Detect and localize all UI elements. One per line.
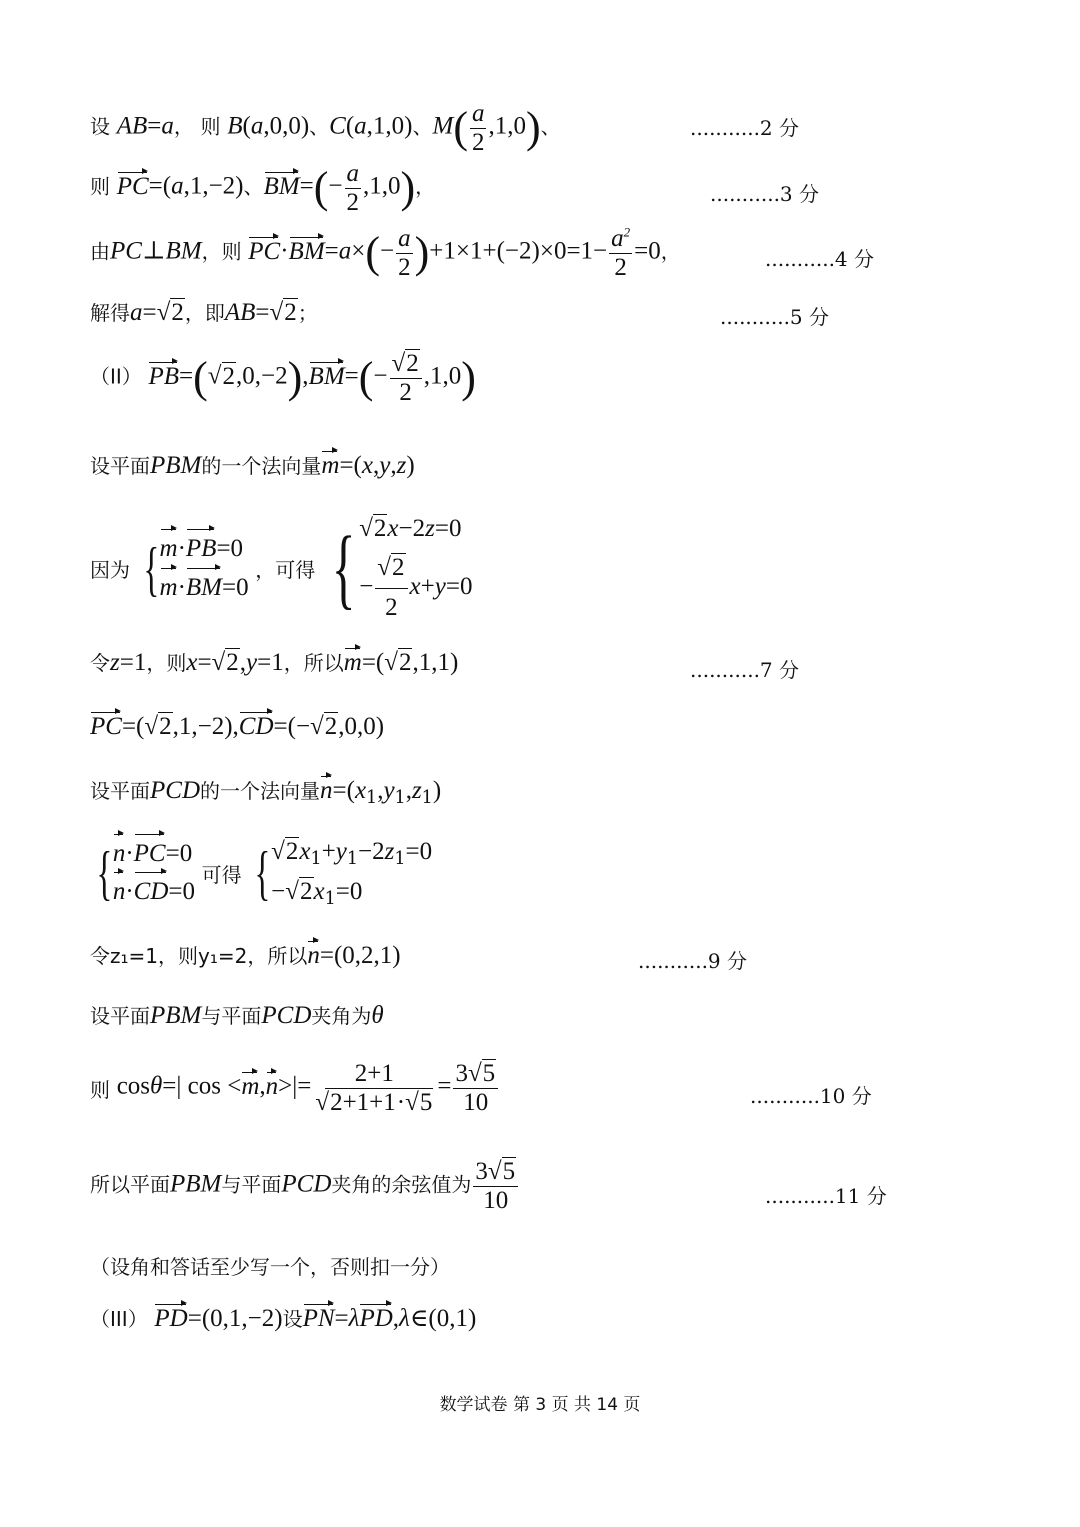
line-angle-def: 设平面PBM与平面PCD夹角为θ (90, 1002, 384, 1029)
score-2: ...........2 分 (690, 116, 800, 140)
line-setup-coordinates: 设 AB=a， 则 B(a,0,0)、C(a,1,0)、M( $\frac{a}{2}$ ,1,0)、 (90, 100, 561, 156)
line-part3: （III） PD=(0,1,−2)设PN=λPD,λ∈(0,1) (90, 1305, 477, 1332)
text-she: 设 (90, 114, 110, 139)
score-11: ...........11 分 (765, 1184, 887, 1208)
part2-label: （II） (90, 364, 142, 389)
score-7: ...........7 分 (690, 658, 800, 682)
line-vectors-pc-cd: PC=(√2,1,−2),CD=(−√2,0,0) (90, 713, 385, 740)
line-plane-pbm-normal: 设平面PBM的一个法向量m=(x,y,z) (90, 452, 415, 479)
part3-label: （III） (90, 1307, 148, 1331)
line-let-z: 令z=1，则x=√2,y=1，所以m=(√2,1,1) (90, 649, 459, 676)
line-part2-vectors: （II） PB=(√2,0,−2),BM=(− $\frac{√2}{2}$ ,1,0) (90, 350, 476, 406)
score-5: ...........5 分 (720, 305, 830, 329)
line-cos-theta: 则 cosθ=| cos <m,n>|= $\frac{2+1}{√2+1+1\cdot√5}$ = $\frac{3√5}{10}$ (90, 1060, 500, 1116)
line-let-z1: 令z₁=1，则y₁=2，所以n=(0,2,1) (90, 942, 401, 969)
line-conclusion: 所以平面PBM与平面PCD夹角的余弦值为 $\frac{3√5}{10}$ (90, 1158, 520, 1214)
line-solve-a: 解得a=√2，即AB=√2； (90, 299, 318, 326)
line-vectors-pc-bm: 则 PC=(a,1,−2)、BM=(− $\frac{a}{2}$ ,1,0)， (90, 160, 436, 216)
score-3: ...........3 分 (710, 182, 820, 206)
line-perpendicular: 由PC⊥BM，则 PC·BM=a×(− $\frac{a}{2}$ )+1×1+(−2)×0=1− $\frac{a^2}{2}$ =0， (90, 224, 681, 281)
score-9: ...........9 分 (638, 949, 748, 973)
line-system-pbm: 因为 { m·PB=0 m·BM=0 ，可得 { √2x−2z=0 − $\frac{√2}{2}$ x+y=0 (90, 515, 473, 621)
score-4: ...........4 分 (765, 247, 875, 271)
line-system-pcd: { n·PC=0 n·CD=0 可得 { $√2x_1+y_1-2z_1=0$ $-√2x_1=0$ (90, 833, 432, 914)
score-10: ...........10 分 (750, 1084, 872, 1108)
note-text: （设角和答话至少写一个，否则扣一分） (90, 1255, 450, 1279)
page-footer: 数学试卷 第 3 页 共 14 页 (439, 1395, 641, 1415)
line-plane-pcd-normal: 设平面PCD的一个法向量$n=(x_1,y_1,z_1)$ (90, 777, 442, 809)
